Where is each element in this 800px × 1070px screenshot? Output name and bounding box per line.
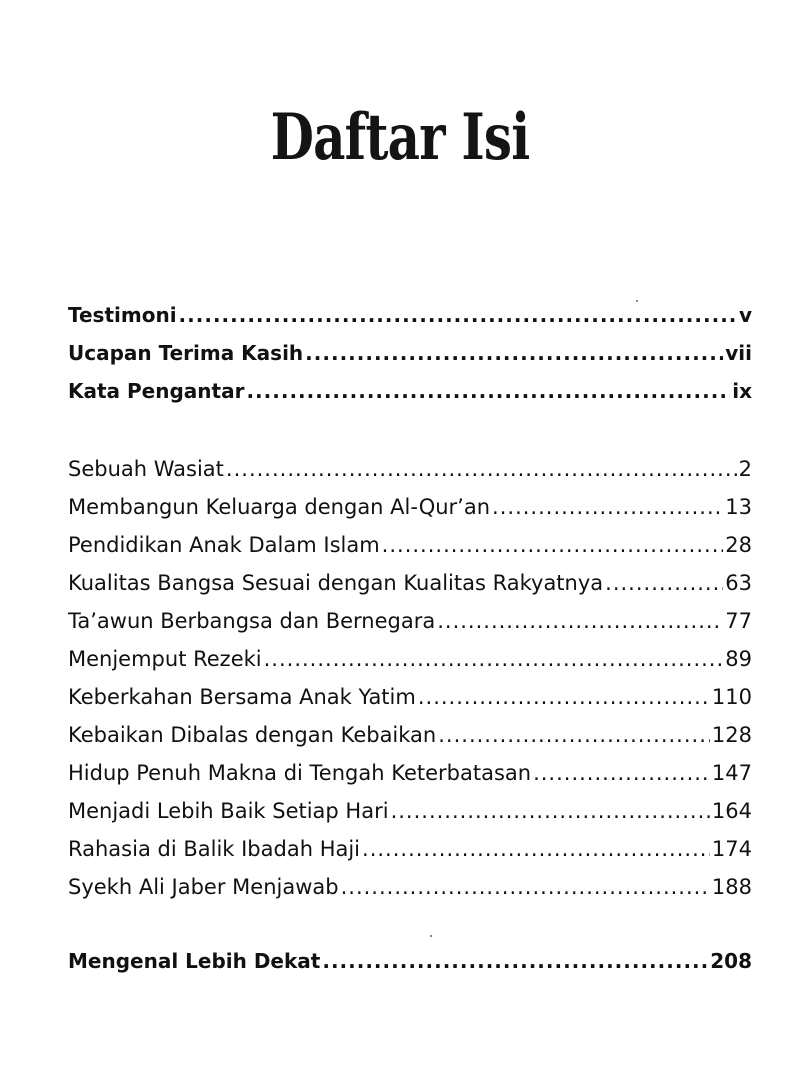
toc-entry-title: Ucapan Terima Kasih bbox=[68, 341, 304, 365]
dot-leader bbox=[605, 564, 723, 602]
toc-entry bbox=[68, 640, 752, 678]
toc-entry-page-number: 164 bbox=[711, 799, 752, 823]
toc-entry-title: Ta’awun Berbangsa dan Bernegara bbox=[68, 609, 436, 633]
toc-entry bbox=[68, 792, 752, 830]
toc-entry-title: Rahasia di Balik Ibadah Haji bbox=[68, 837, 361, 861]
toc-entry-page-number: v bbox=[738, 303, 752, 327]
dot-leader bbox=[391, 792, 710, 830]
toc-entry bbox=[68, 564, 752, 602]
toc-entry-title: Syekh Ali Jaber Menjawab bbox=[68, 875, 339, 899]
dot-leader bbox=[362, 830, 710, 868]
toc-entry-title: Mengenal Lebih Dekat bbox=[68, 949, 321, 973]
dot-leader bbox=[438, 716, 710, 754]
chapter-list bbox=[68, 450, 752, 906]
toc-entry bbox=[68, 830, 752, 868]
scan-speck bbox=[430, 935, 432, 937]
toc-entry-page-number: 63 bbox=[725, 571, 752, 595]
dot-leader bbox=[341, 868, 710, 906]
toc-entry bbox=[68, 334, 752, 372]
toc-entry bbox=[68, 526, 752, 564]
toc-entry bbox=[68, 372, 752, 410]
dot-leader bbox=[246, 372, 730, 410]
toc-entry bbox=[68, 450, 752, 488]
toc-entry-title: Sebuah Wasiat bbox=[68, 457, 224, 481]
scan-speck bbox=[636, 300, 638, 302]
toc-entry-page-number: 128 bbox=[711, 723, 752, 747]
front-matter-list bbox=[68, 296, 752, 410]
dot-leader bbox=[264, 640, 724, 678]
dot-leader bbox=[382, 526, 724, 564]
toc-entry bbox=[68, 602, 752, 640]
toc-entry-title: Menjemput Rezeki bbox=[68, 647, 262, 671]
dot-leader bbox=[437, 602, 723, 640]
dot-leader bbox=[418, 678, 710, 716]
toc-entry-title: Membangun Keluarga dengan Al-Qur’an bbox=[68, 495, 491, 519]
toc-entry-title: Kebaikan Dibalas dengan Kebaikan bbox=[68, 723, 437, 747]
toc-entry-title: Menjadi Lebih Baik Setiap Hari bbox=[68, 799, 389, 823]
toc-entry bbox=[68, 868, 752, 906]
toc-entry-page-number: 174 bbox=[711, 837, 752, 861]
toc-entry-page-number: 2 bbox=[738, 457, 752, 481]
toc-entry-page-number: 208 bbox=[710, 949, 752, 973]
toc-entry bbox=[68, 296, 752, 334]
toc-entry bbox=[68, 754, 752, 792]
dot-leader bbox=[492, 488, 723, 526]
toc-entry bbox=[68, 942, 752, 980]
dot-leader bbox=[179, 296, 737, 334]
dot-leader bbox=[533, 754, 710, 792]
dot-leader bbox=[226, 450, 737, 488]
toc-entry-page-number: 110 bbox=[711, 685, 752, 709]
toc-entry bbox=[68, 488, 752, 526]
toc-entry-title: Keberkahan Bersama Anak Yatim bbox=[68, 685, 416, 709]
toc-entry-title: Kualitas Bangsa Sesuai dengan Kualitas Rakyatnya bbox=[68, 571, 604, 595]
toc-entry-page-number: 89 bbox=[725, 647, 752, 671]
toc-entry-title: Kata Pengantar bbox=[68, 379, 245, 403]
toc-entry bbox=[68, 678, 752, 716]
dot-leader bbox=[322, 942, 708, 980]
toc-entry-title: Testimoni bbox=[68, 303, 177, 327]
toc-entry-page-number: vii bbox=[725, 341, 752, 365]
dot-leader bbox=[305, 334, 723, 372]
back-matter-list bbox=[68, 942, 752, 980]
toc-entry-page-number: ix bbox=[732, 379, 752, 403]
page-title: Daftar Isi bbox=[270, 100, 530, 175]
toc-entry-title: Hidup Penuh Makna di Tengah Keterbatasan bbox=[68, 761, 532, 785]
toc-entry-page-number: 28 bbox=[725, 533, 752, 557]
toc-entry-page-number: 147 bbox=[711, 761, 752, 785]
toc-entry bbox=[68, 716, 752, 754]
toc-entry-page-number: 188 bbox=[711, 875, 752, 899]
toc-entry-page-number: 13 bbox=[725, 495, 752, 519]
toc-entry-page-number: 77 bbox=[725, 609, 752, 633]
toc-entry-title: Pendidikan Anak Dalam Islam bbox=[68, 533, 380, 557]
